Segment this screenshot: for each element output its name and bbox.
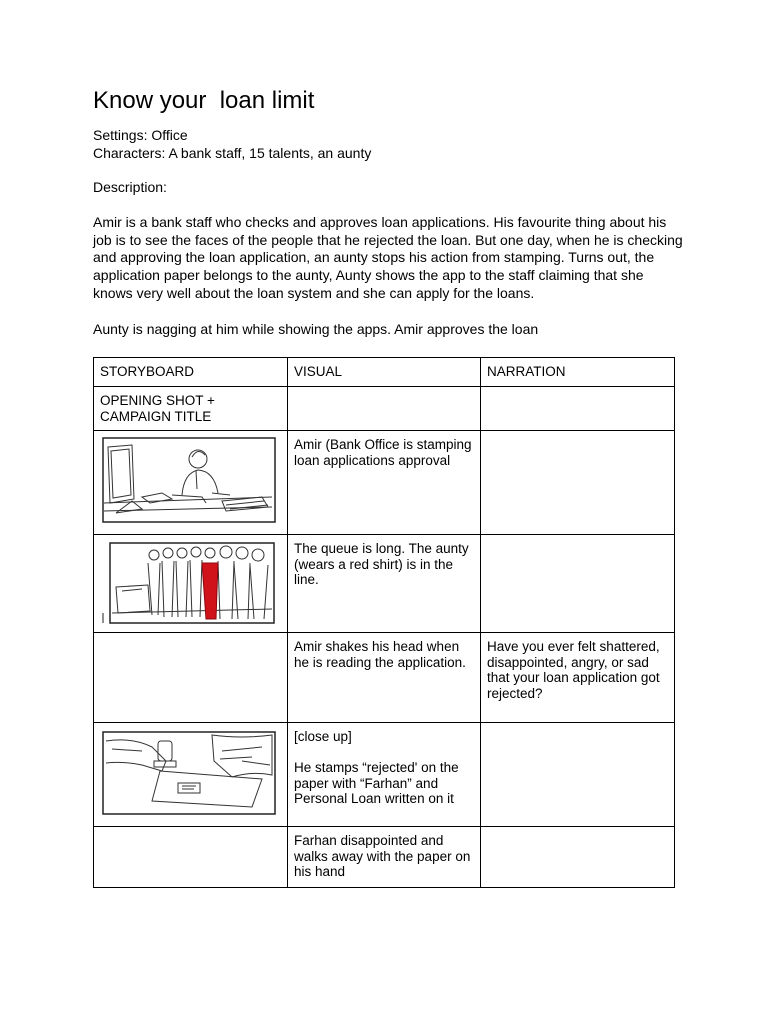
storyboard-cell: [94, 431, 288, 535]
storyboard-table: [93, 357, 675, 888]
visual-cell: Amir (Bank Office is stamping loan applications approval: [288, 431, 481, 535]
table-row: [94, 535, 675, 633]
document-body: [93, 86, 683, 339]
header-visual: VISUAL: [288, 358, 481, 387]
header-narration: NARRATION: [481, 358, 675, 387]
table-row: [94, 827, 675, 888]
storyboard-cell: [94, 633, 288, 723]
summary-text: Aunty is nagging at him while showing the apps. Amir approves the loan: [93, 320, 539, 337]
narration-cell: [481, 431, 675, 535]
visual-cell: Amir shakes his head when he is reading the application.: [288, 633, 481, 723]
meta-block: [93, 126, 683, 162]
header-storyboard: STORYBOARD: [94, 358, 288, 387]
narration-cell: [481, 827, 675, 888]
sketch-queue-image: [102, 541, 276, 625]
visual-cell: [close up] He stamps “rejected' on the paper with “Farhan” and Personal Loan written on it: [288, 723, 481, 827]
page-title: Know your loan limit: [93, 87, 315, 114]
storyboard-cell: OPENING SHOT + CAMPAIGN TITLE: [94, 387, 288, 431]
characters-line: Characters: A bank staff, 15 talents, an aunty: [93, 145, 372, 161]
visual-cell: Farhan disappointed and walks away with the paper on his hand: [288, 827, 481, 888]
sketch-stamp-closeup-image: [102, 731, 276, 815]
narration-cell: [481, 723, 675, 827]
storyboard-cell: [94, 535, 288, 633]
settings-line: Settings: Office: [93, 127, 188, 143]
narration-cell: [481, 387, 675, 431]
table-row: [94, 723, 675, 827]
table-row: [94, 387, 675, 431]
description-label: Description:: [93, 179, 167, 195]
table-header-row: [94, 358, 675, 387]
visual-cell: [288, 387, 481, 431]
sketch-office-desk-image: [102, 437, 276, 523]
storyboard-cell: [94, 723, 288, 827]
narration-cell: [481, 535, 675, 633]
visual-cell: The queue is long. The aunty (wears a red shirt) is in the line.: [288, 535, 481, 633]
table-row: [94, 431, 675, 535]
storyboard-cell: [94, 827, 288, 888]
narration-cell: Have you ever felt shattered, disappointed, angry, or sad that your loan application got rejected?: [481, 633, 675, 723]
table-row: [94, 633, 675, 723]
description-text: Amir is a bank staff who checks and approves loan applications. His favourite thing about his job is to see the faces of the people that he rejected the loan. But one day, when he is checking and approving the loan application, an aunty stops his action from stamping. Turns out, the application paper belongs to the aunty, Aunty shows the app to the staff claiming that she knows very well about the loan system and she can apply for the loans.: [93, 213, 683, 301]
